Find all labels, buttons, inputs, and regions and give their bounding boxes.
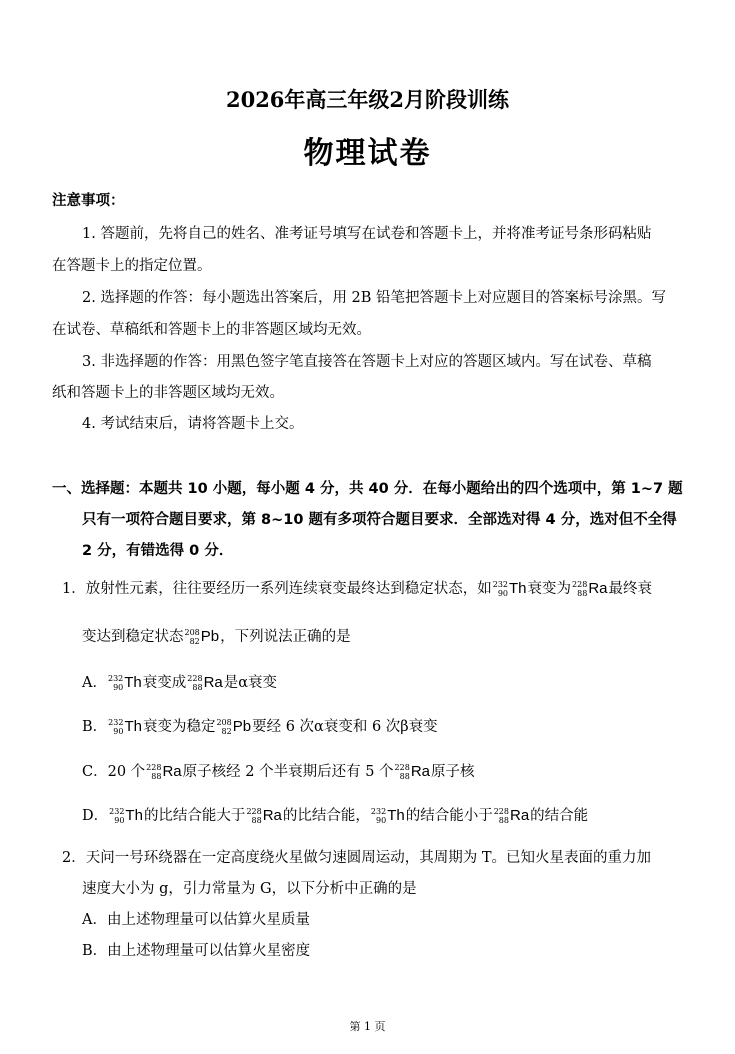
- notice-line: 在试卷、草稿纸和答题卡上的非答题区域均无效。: [52, 322, 371, 338]
- option-a: A． 232 90 Th 衰变成 228 88 Ra 是α衰变: [82, 674, 278, 692]
- nuclide-ra228: 228 88 Ra: [493, 807, 530, 825]
- option-b: B． 232 90 Th 衰变为稳定 208 82 Pb 要经 6 次α衰变和 6 次β衰变: [82, 718, 438, 736]
- question-1-stem: 1．放射性元素，往往要经历一系列连续衰变最终达到稳定状态，如 232 90 Th 衰变为 228 88 Ra 最终衰: [62, 580, 652, 598]
- option-a: A．由上述物理量可以估算火星质量: [82, 912, 310, 928]
- section-instructions: 只有一项符合题目要求，第 8~10 题有多项符合题目要求．全部选对得 4 分，选对但不全得: [82, 512, 677, 528]
- exam-title: 2026年高三年级2月阶段训练: [225, 87, 510, 112]
- notice-line: 纸和答题卡上的非答题区域均无效。: [52, 385, 284, 401]
- nuclide-pb208: 208 82 Pb: [184, 628, 220, 646]
- nuclide-ra228: 228 88 Ra: [246, 807, 282, 825]
- nuclide-pb208: 208 82 Pb: [216, 718, 252, 736]
- nuclide-th232: 232 90 Th: [107, 674, 142, 692]
- exam-subject: 物理试卷: [303, 136, 432, 171]
- section-instructions: 2 分，有错选得 0 分．: [82, 543, 234, 559]
- question-2-stem: 2．天问一号环绕器在一定高度绕火星做匀速圆周运动，其周期为 T。已知火星表面的重力加: [62, 850, 652, 866]
- option-d: D． 232 90 Th 的比结合能大于 228 88 Ra 的比结合能， 232 90 Th 的结合能小于 228 88 Ra 的结合能: [82, 807, 589, 825]
- section-instructions: 一、选择题：本题共 10 小题，每小题 4 分，共 40 分．在每小题给出的四个选项中，第 1~7 题: [52, 481, 683, 497]
- notice-line: 3. 非选择题的作答：用黑色签字笔直接答在答题卡上对应的答题区域内。写在试卷、草稿: [82, 354, 652, 370]
- nuclide-th232: 232 90 Th: [492, 580, 527, 598]
- notice-heading: 注意事项：: [52, 193, 125, 209]
- question-1-stem-cont: 变达到稳定状态 208 82 Pb ，下列说法正确的是: [82, 628, 351, 646]
- nuclide-ra228: 228 88 Ra: [394, 763, 430, 781]
- option-b: B．由上述物理量可以估算火星密度: [82, 943, 311, 959]
- question-2-stem-cont: 速度大小为 g，引力常量为 G，以下分析中正确的是: [82, 881, 417, 897]
- nuclide-ra228: 228 88 Ra: [187, 674, 223, 692]
- page-number: 第 1 页: [349, 1020, 386, 1033]
- nuclide-th232: 232 90 Th: [108, 718, 142, 736]
- option-c: C．20 个 228 88 Ra 原子核经 2 个半衰期后还有 5 个 228 88 Ra 原子核: [82, 763, 475, 781]
- nuclide-th232: 232 90 Th: [109, 807, 143, 825]
- notice-line: 在答题卡上的指定位置。: [52, 258, 212, 274]
- notice-line: 2. 选择题的作答：每小题选出答案后，用 2B 铅笔把答题卡上对应题目的答案标号涂黑。写: [82, 290, 667, 306]
- nuclide-ra228: 228 88 Ra: [572, 580, 608, 598]
- notice-line: 4. 考试结束后，请将答题卡上交。: [82, 416, 304, 432]
- nuclide-th232: 232 90 Th: [370, 807, 405, 825]
- notice-line: 1. 答题前，先将自己的姓名、准考证号填写在试卷和答题卡上，并将准考证号条形码粘贴: [82, 226, 652, 242]
- nuclide-ra228: 228 88 Ra: [146, 763, 182, 781]
